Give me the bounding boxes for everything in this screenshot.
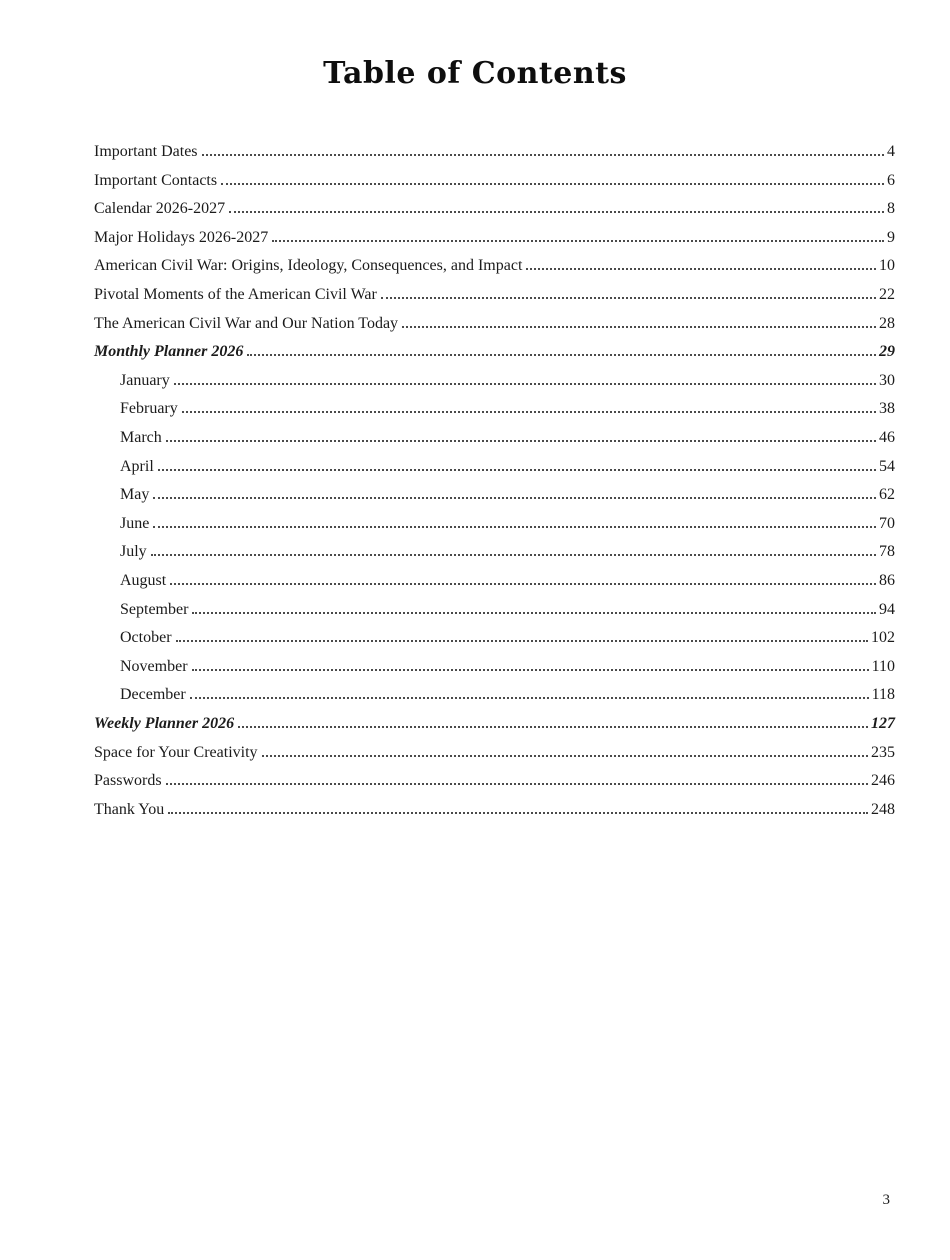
toc-entry-page: 38	[879, 400, 895, 418]
toc-entry-label: Important Contacts	[94, 171, 218, 189]
toc-entry-label: October	[120, 629, 172, 647]
toc-entry-page: 10	[879, 257, 895, 275]
toc-entry[interactable]	[94, 510, 895, 539]
toc-entry-label: July	[120, 543, 147, 561]
toc-entry-label: November	[120, 657, 188, 675]
toc-entry[interactable]	[94, 538, 895, 567]
toc-entry-label: September	[120, 600, 189, 618]
toc-entry-page: 6	[887, 171, 895, 189]
toc-entry[interactable]	[94, 138, 895, 167]
toc-entry-page: 102	[871, 629, 895, 647]
toc-entry-page: 9	[887, 228, 895, 246]
toc-entry[interactable]	[94, 453, 895, 482]
dot-leader	[262, 755, 868, 757]
toc-entry[interactable]	[94, 224, 895, 253]
toc-entry-page: 110	[871, 657, 895, 675]
toc-entry[interactable]	[94, 310, 895, 339]
toc-entry-page: 29	[879, 343, 895, 361]
page-title: Table of Contents	[323, 56, 627, 92]
toc-entry-label: April	[120, 457, 154, 475]
toc-entry[interactable]	[94, 567, 895, 596]
table-of-contents	[94, 138, 895, 824]
toc-entry-label: February	[120, 400, 178, 418]
dot-leader	[166, 783, 868, 785]
dot-leader	[238, 726, 868, 728]
toc-entry[interactable]	[94, 596, 895, 625]
toc-entry[interactable]	[94, 252, 895, 281]
toc-entry[interactable]	[94, 281, 895, 310]
dot-leader	[229, 211, 884, 213]
toc-entry-page: 4	[887, 143, 895, 161]
dot-leader	[526, 268, 876, 270]
toc-entry-page: 94	[879, 600, 895, 618]
toc-entry-page: 54	[879, 457, 895, 475]
toc-entry-label: Space for Your Creativity	[94, 743, 258, 761]
toc-entry-label: Major Holidays 2026-2027	[94, 228, 269, 246]
toc-entry[interactable]	[94, 796, 895, 825]
dot-leader	[176, 640, 868, 642]
toc-entry[interactable]	[94, 624, 895, 653]
toc-entry-page: 127	[871, 714, 895, 732]
toc-entry-label: Thank You	[94, 800, 165, 818]
toc-entry-page: 246	[871, 772, 895, 790]
toc-entry-label: Important Dates	[94, 143, 198, 161]
dot-leader	[174, 383, 876, 385]
dot-leader	[158, 469, 876, 471]
toc-entry[interactable]	[94, 681, 895, 710]
dot-leader	[247, 354, 876, 356]
toc-entry-label: Calendar 2026-2027	[94, 200, 226, 218]
toc-entry[interactable]	[94, 710, 895, 739]
toc-entry-label: May	[120, 486, 150, 504]
toc-entry-page: 86	[879, 572, 895, 589]
toc-entry-label: Pivotal Moments of the American Civil War	[94, 286, 377, 304]
dot-leader	[221, 183, 884, 185]
toc-entry-label: American Civil War: Origins, Ideology, Consequences, and Impact	[94, 257, 523, 275]
dot-leader	[153, 526, 876, 528]
toc-entry-label: December	[120, 686, 186, 704]
toc-entry-page: 62	[879, 486, 895, 504]
toc-entry-page: 30	[879, 371, 895, 389]
dot-leader	[402, 326, 876, 328]
dot-leader	[192, 612, 876, 614]
toc-entry[interactable]	[94, 424, 895, 453]
toc-entry-page: 22	[879, 286, 895, 304]
dot-leader	[170, 583, 876, 585]
toc-entry-label: The American Civil War and Our Nation Today	[94, 314, 399, 332]
dot-leader	[182, 411, 876, 413]
toc-entry-page: 70	[879, 514, 895, 532]
dot-leader	[202, 154, 884, 156]
toc-entry-page: 118	[871, 686, 895, 704]
toc-entry-label: March	[120, 429, 162, 447]
toc-entry-page: 46	[879, 429, 895, 447]
toc-entry-label: Weekly Planner 2026	[94, 714, 235, 732]
toc-entry[interactable]	[94, 767, 895, 796]
toc-entry[interactable]	[94, 481, 895, 510]
toc-entry-label: June	[120, 514, 150, 532]
toc-entry[interactable]	[94, 653, 895, 682]
toc-entry-page: 248	[871, 800, 895, 818]
dot-leader	[168, 812, 868, 814]
toc-entry[interactable]	[94, 395, 895, 424]
dot-leader	[190, 697, 869, 699]
toc-entry-page: 235	[871, 743, 895, 761]
toc-entry[interactable]	[94, 195, 895, 224]
toc-entry[interactable]	[94, 739, 895, 768]
toc-entry-label: January	[120, 371, 170, 389]
toc-entry[interactable]	[94, 367, 895, 396]
toc-entry-label: August	[120, 572, 167, 589]
footer-page-number: 3	[882, 1192, 890, 1209]
dot-leader	[153, 497, 876, 499]
toc-entry-page: 28	[879, 314, 895, 332]
toc-entry-page: 8	[887, 200, 895, 218]
dot-leader	[381, 297, 876, 299]
toc-entry[interactable]	[94, 167, 895, 196]
toc-entry-page: 78	[879, 543, 895, 561]
dot-leader	[166, 440, 876, 442]
toc-entry-label: Monthly Planner 2026	[94, 343, 244, 361]
toc-entry[interactable]	[94, 338, 895, 367]
dot-leader	[151, 554, 876, 556]
dot-leader	[272, 240, 884, 242]
toc-entry-label: Passwords	[94, 772, 162, 790]
dot-leader	[192, 669, 869, 671]
